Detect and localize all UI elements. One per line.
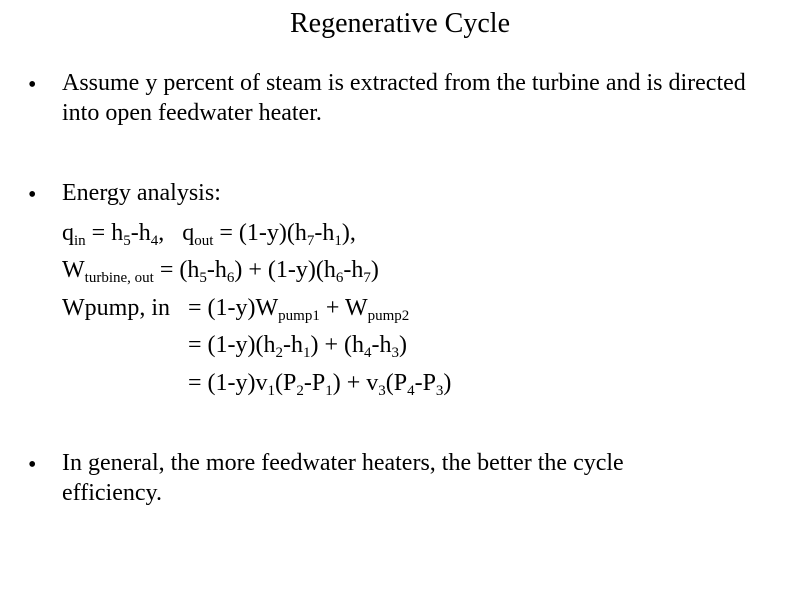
bullet-1-text: Assume y percent of steam is extracted from the turbine and is directed into open feedwater heater. [62,70,746,126]
bullet-2-heading: Energy analysis: [62,180,221,206]
bullet-marker-3: • [28,452,37,478]
equation-turbine-work: $W_{turbine, out} = (h_5-h_6) + (1-y)(h_6-h_7)$ [62,257,379,286]
equation-pump-work: = $(1-y)W_{pump1} + W_{pump2}$ [188,295,410,324]
slide-title: Regenerative Cycle [289,8,510,39]
equation-heat-in-out: $q_{in} = h_5-h_4$, $q_{out} = (1-y)(h_7-h_1)$, [62,220,356,249]
bullet-marker-2: • [28,182,37,208]
equation-pump-label: Wpump, in [62,295,170,321]
equation-pump-volume: = $(1-y)v_1(P_2-P_1) + v_3(P_4-P_3)$ [188,370,452,399]
bullet-3-text: In general, the more feedwater heaters, the better the cycle efficiency. [62,450,624,506]
bullet-marker-1: • [28,72,37,98]
equation-pump-enthalpy: = $(1-y)(h_2-h_1) + (h_4-h_3)$ [188,332,408,361]
